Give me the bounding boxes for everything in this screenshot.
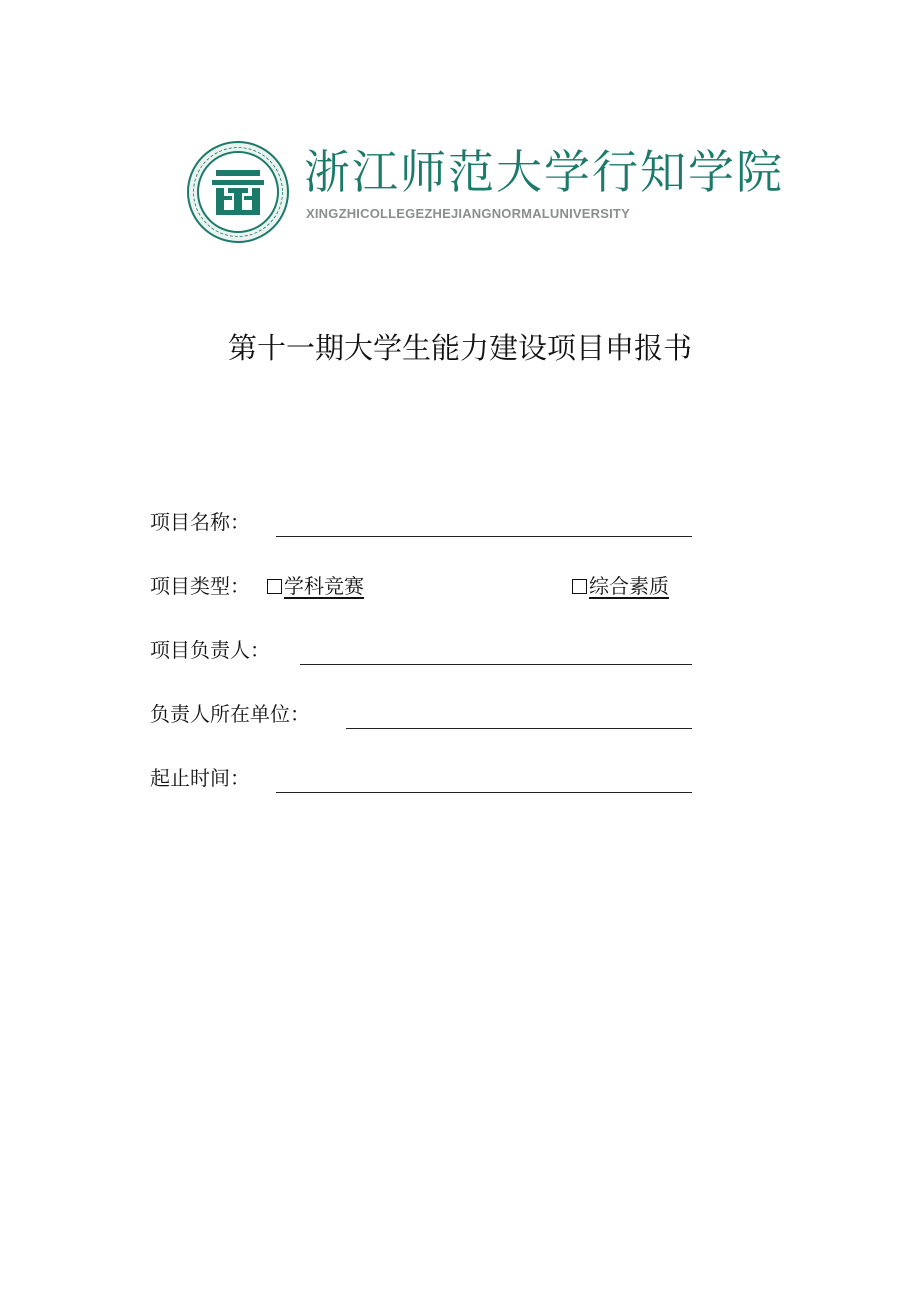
school-seal-logo — [186, 140, 290, 244]
period-label: 起止时间： — [150, 766, 250, 790]
project-leader-row — [150, 634, 710, 698]
school-name-english: XINGZHICOLLEGEZHEJIANGNORMALUNIVERSITY — [306, 206, 630, 221]
project-leader-label: 项目负责人： — [150, 638, 270, 662]
period-field[interactable] — [276, 792, 692, 793]
application-form — [150, 506, 710, 826]
checkbox-icon[interactable] — [267, 579, 282, 594]
option-academic-competition[interactable] — [267, 570, 364, 602]
school-header — [186, 140, 846, 250]
period-row — [150, 762, 710, 826]
project-leader-field[interactable] — [300, 664, 692, 665]
option-comprehensive-quality-label: 综合素质 — [589, 574, 669, 598]
document-title: 第十一期大学生能力建设项目申报书 — [227, 331, 692, 365]
school-name: 浙江师范大学行知学院 — [304, 145, 784, 199]
option-comprehensive-quality[interactable] — [572, 570, 669, 602]
leader-unit-label: 负责人所在单位： — [150, 702, 310, 726]
project-name-row — [150, 506, 710, 570]
project-type-label: 项目类型： — [150, 574, 250, 598]
option-academic-competition-label: 学科竞赛 — [284, 574, 364, 598]
project-type-row — [150, 570, 710, 634]
project-name-field[interactable] — [276, 536, 692, 537]
leader-unit-row — [150, 698, 710, 762]
leader-unit-field[interactable] — [346, 728, 692, 729]
checkbox-icon[interactable] — [572, 579, 587, 594]
project-name-label: 项目名称： — [150, 510, 250, 534]
